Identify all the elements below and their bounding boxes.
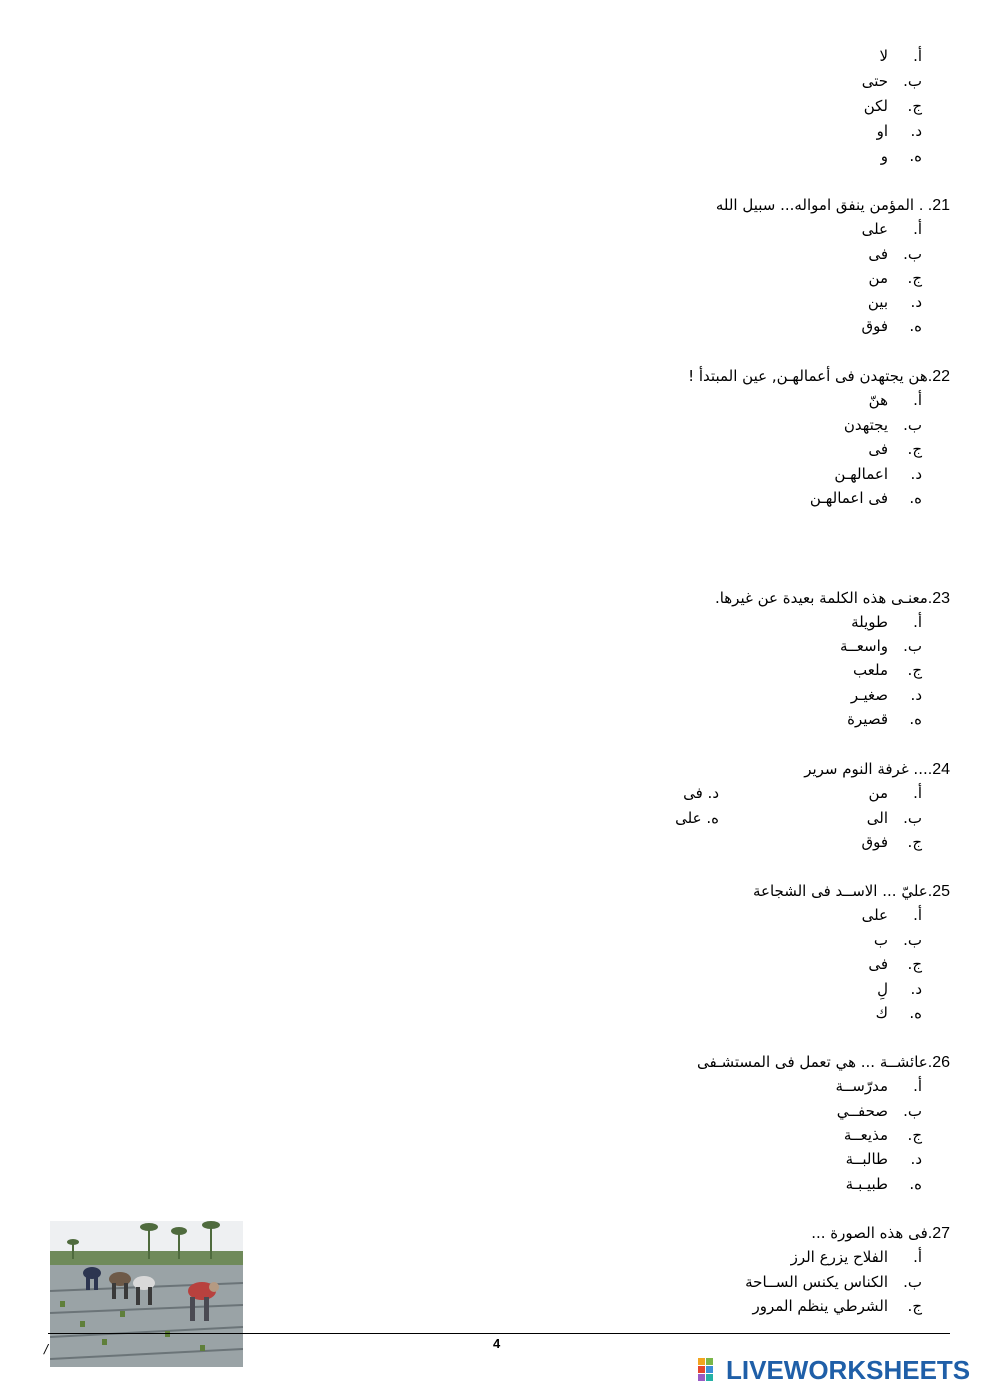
q23-question bbox=[715, 586, 950, 611]
option-label: ب. bbox=[903, 245, 922, 263]
q26-question bbox=[697, 1050, 950, 1075]
option-label: د. bbox=[910, 122, 922, 140]
option-text: اعمالهـن bbox=[834, 465, 888, 483]
q21-option-e[interactable] bbox=[861, 314, 922, 338]
question-text: ... غرفة النوم سرير bbox=[804, 760, 928, 778]
option-label: ج. bbox=[907, 661, 922, 679]
option-label: أ. bbox=[913, 784, 922, 802]
option-text: ملعب bbox=[853, 661, 888, 679]
option-text: صحفــي bbox=[836, 1102, 888, 1120]
option-label: د. bbox=[910, 293, 922, 311]
option-label: ه. bbox=[909, 1175, 922, 1193]
option-label: ب. bbox=[903, 416, 922, 434]
option-label: ه. bbox=[909, 489, 922, 507]
option-text: صغيـر bbox=[850, 686, 888, 704]
option-label: ج. bbox=[907, 440, 922, 458]
option-text: فى bbox=[868, 440, 888, 458]
q22-option-e[interactable] bbox=[810, 486, 922, 510]
q21-option-b[interactable] bbox=[868, 242, 922, 266]
option-text: لِ bbox=[877, 980, 888, 998]
q21-option-c[interactable] bbox=[869, 266, 922, 290]
option-text: مدرّســة bbox=[835, 1077, 888, 1095]
q22-option-a[interactable] bbox=[869, 388, 922, 412]
q22-option-d[interactable] bbox=[834, 462, 922, 486]
option-text: ب bbox=[873, 931, 888, 949]
q27-question bbox=[811, 1221, 950, 1246]
q25-option-b[interactable] bbox=[874, 928, 922, 952]
option-label: ب. bbox=[903, 1102, 922, 1120]
footer-divider bbox=[48, 1333, 950, 1334]
q26-option-e[interactable] bbox=[846, 1172, 922, 1196]
option-label: أ. bbox=[913, 220, 922, 238]
option-text: او bbox=[876, 122, 888, 140]
question-text: المؤمن ينفق امواله... سبيل الله bbox=[715, 196, 915, 214]
option-text: و bbox=[880, 147, 888, 165]
brand-name: LIVEWORKSHEETS bbox=[726, 1354, 971, 1385]
option-text: على bbox=[861, 220, 888, 238]
option-text: فوق bbox=[861, 833, 888, 851]
option-label: ب. bbox=[903, 809, 922, 827]
q21-option-d[interactable] bbox=[868, 290, 922, 314]
q20-option-d[interactable] bbox=[877, 119, 922, 143]
option-text: الكناس يكنس الســاحة bbox=[745, 1273, 888, 1291]
q27-option-b[interactable] bbox=[745, 1270, 922, 1294]
q27-option-c[interactable] bbox=[752, 1294, 922, 1318]
liveworksheets-mark-icon bbox=[697, 1357, 723, 1383]
option-text: حتى bbox=[861, 72, 888, 90]
q24-option-c[interactable] bbox=[861, 830, 922, 854]
question-text: فى هذه الصورة ... bbox=[811, 1224, 928, 1242]
rice-field-photo bbox=[50, 1221, 243, 1367]
option-text: فى bbox=[868, 245, 888, 263]
q26-option-c[interactable] bbox=[844, 1123, 922, 1147]
option-text: الشرطي ينظم المرور bbox=[752, 1297, 888, 1315]
q20-option-e[interactable] bbox=[881, 144, 922, 168]
q20-option-a[interactable] bbox=[879, 44, 922, 68]
option-label: ب. bbox=[903, 72, 922, 90]
option-text: على bbox=[861, 906, 888, 924]
q24-option-b[interactable] bbox=[867, 806, 922, 830]
option-label: ج. bbox=[907, 269, 922, 287]
option-label: أ. bbox=[913, 613, 922, 631]
q25-option-d[interactable] bbox=[877, 977, 922, 1001]
option-label: ه. bbox=[909, 317, 922, 335]
question-number: 25. bbox=[927, 883, 950, 900]
option-text: لا bbox=[879, 47, 888, 65]
q24-question bbox=[804, 757, 950, 782]
option-label: أ. bbox=[913, 1248, 922, 1266]
option-label: ه. bbox=[909, 147, 922, 165]
q21-question bbox=[716, 193, 950, 218]
q26-option-a[interactable] bbox=[835, 1074, 922, 1098]
option-label: ه. bbox=[909, 710, 922, 728]
q24-option-e[interactable] bbox=[675, 806, 719, 830]
option-text: لكن bbox=[863, 97, 888, 115]
option-text: طالبــة bbox=[845, 1150, 888, 1168]
q23-option-e[interactable] bbox=[847, 707, 922, 731]
option-label: د. bbox=[910, 1150, 922, 1168]
option-text: واسعــة bbox=[839, 637, 888, 655]
q22-question bbox=[688, 364, 950, 389]
option-text: هنّ bbox=[868, 391, 888, 409]
option-text: من bbox=[868, 784, 888, 802]
option-label: د. bbox=[910, 686, 922, 704]
question-number: 27. bbox=[927, 1225, 950, 1242]
option-text: الى bbox=[866, 809, 888, 827]
option-label: ه. bbox=[909, 1004, 922, 1022]
option-label: أ. bbox=[913, 906, 922, 924]
question-text: عائشــة ... هي تعمل فى المستشـفى bbox=[696, 1053, 928, 1071]
option-text: قصيرة bbox=[847, 710, 888, 728]
option-text: من bbox=[868, 269, 888, 287]
option-text: طبيـبـة bbox=[845, 1175, 888, 1193]
question-number: 22. bbox=[927, 368, 950, 385]
q24-option-d[interactable] bbox=[683, 781, 719, 805]
question-text: هن يجتهدن فى أعمالهـن, عين المبتدأ ! bbox=[688, 367, 928, 385]
q22-option-b[interactable] bbox=[844, 413, 922, 437]
option-label: أ. bbox=[913, 1077, 922, 1095]
option-label: د. bbox=[910, 465, 922, 483]
option-text: طويلة bbox=[851, 613, 888, 631]
question-text: معنـى هذه الكلمة بعيدة عن غيرها. bbox=[714, 589, 928, 607]
q24-option-a[interactable] bbox=[869, 781, 922, 805]
liveworksheets-logo[interactable] bbox=[697, 1353, 970, 1387]
question-number: 26. bbox=[927, 1054, 950, 1071]
option-text: فى bbox=[868, 955, 888, 973]
option-text: بين bbox=[867, 293, 888, 311]
option-text: على bbox=[675, 809, 702, 827]
q27-option-a[interactable] bbox=[791, 1245, 922, 1269]
option-label: ب. bbox=[903, 931, 922, 949]
q26-option-d[interactable] bbox=[846, 1147, 922, 1171]
q26-option-b[interactable] bbox=[837, 1099, 922, 1123]
option-text: فى اعمالهـن bbox=[809, 489, 888, 507]
q25-option-c[interactable] bbox=[868, 952, 922, 976]
q21-option-a[interactable] bbox=[862, 217, 922, 241]
q23-option-a[interactable] bbox=[851, 610, 922, 634]
option-label: ج. bbox=[907, 833, 922, 851]
option-text: ك bbox=[875, 1004, 888, 1022]
question-number: 23. bbox=[927, 590, 950, 607]
option-label: أ. bbox=[913, 47, 922, 65]
q23-option-c[interactable] bbox=[853, 658, 922, 682]
question-number: 24. bbox=[927, 761, 950, 778]
question-text: عليّ ... الاســد فى الشجاعة bbox=[752, 882, 928, 900]
q23-option-b[interactable] bbox=[840, 634, 922, 658]
q20-option-b[interactable] bbox=[862, 69, 922, 93]
option-text: فى bbox=[683, 784, 703, 802]
option-label: ج. bbox=[907, 1126, 922, 1144]
question-number: 21. . bbox=[918, 197, 950, 214]
option-text: يجتهدن bbox=[843, 416, 888, 434]
option-text: الفلاح يزرع الرز bbox=[790, 1248, 888, 1266]
option-text: فوق bbox=[861, 317, 888, 335]
option-label: د. bbox=[707, 784, 719, 802]
option-label: ه. bbox=[706, 809, 719, 827]
q25-question bbox=[753, 879, 950, 904]
q23-option-d[interactable] bbox=[851, 683, 922, 707]
q22-option-c[interactable] bbox=[868, 437, 922, 461]
footer-slash: / bbox=[44, 1342, 49, 1356]
option-text: مذيعــة bbox=[843, 1126, 888, 1144]
q20-option-c[interactable] bbox=[864, 94, 922, 118]
option-label: ج. bbox=[907, 955, 922, 973]
q25-option-e[interactable] bbox=[876, 1001, 922, 1025]
option-label: ب. bbox=[903, 1273, 922, 1291]
option-label: ج. bbox=[907, 1297, 922, 1315]
q25-option-a[interactable] bbox=[862, 903, 922, 927]
option-label: أ. bbox=[913, 391, 922, 409]
option-label: ج. bbox=[907, 97, 922, 115]
page-number: 4 bbox=[493, 1336, 501, 1351]
option-label: د. bbox=[910, 980, 922, 998]
option-label: ب. bbox=[903, 637, 922, 655]
